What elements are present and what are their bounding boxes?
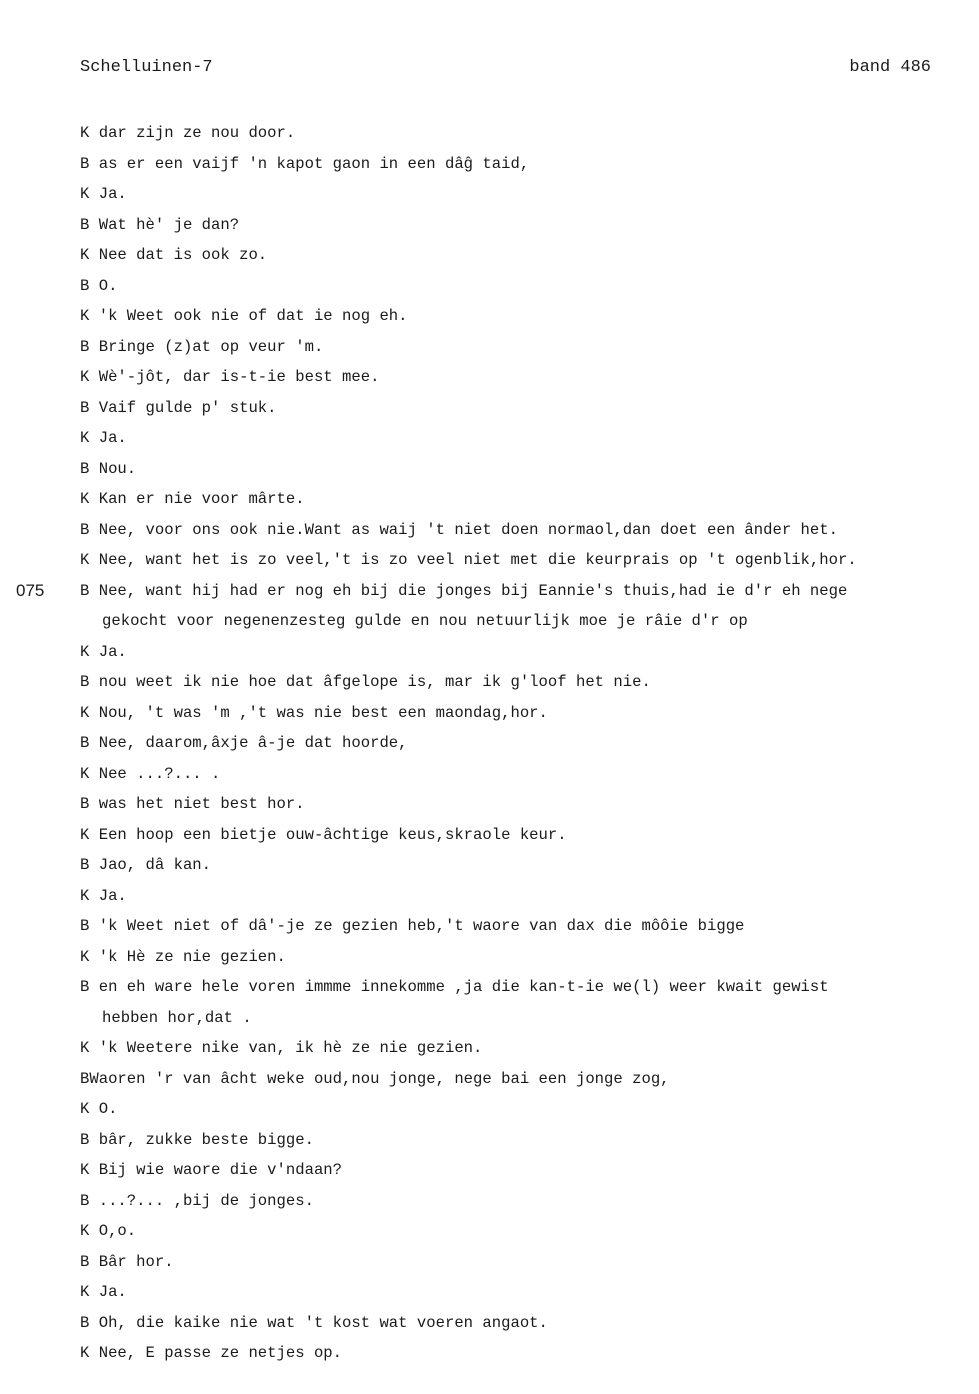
utterance-text: O. [98, 276, 118, 295]
dialogue-line [80, 1155, 960, 1186]
dialogue-line [80, 515, 960, 546]
speaker-label: B [80, 398, 90, 417]
dialogue-line [80, 820, 960, 851]
dialogue-line [80, 271, 960, 302]
utterance-text: Nee ...?... . [98, 764, 221, 783]
utterance-text: Nou, 't was 'm ,'t was nie best een maondag,hor. [98, 703, 548, 722]
speaker-label: K [80, 368, 90, 386]
speaker-label: K [80, 825, 90, 844]
speaker-label: B [80, 459, 90, 478]
dialogue-line [80, 362, 960, 393]
document-title: Schelluinen-7 [80, 58, 213, 77]
utterance-text: Ja. [98, 1283, 127, 1301]
speaker-label: B [80, 520, 90, 539]
dialogue-line [80, 149, 960, 180]
dialogue-line [80, 118, 960, 149]
speaker-label: K [80, 1161, 90, 1179]
speaker-label: B [80, 917, 90, 935]
speaker-label: B [80, 978, 90, 996]
utterance-text: Ja. [98, 185, 127, 203]
utterance-text: Wè'-jôt, dar is-t-ie best mee. [98, 368, 380, 386]
utterance-text: Nee, voor ons ook nie.Want as waij 't niet doen normaol,dan doet een ânder het. [98, 520, 838, 539]
utterance-text: Waoren 'r van âcht weke oud,nou jonge, nege bai een jonge zog, [89, 1069, 670, 1088]
dialogue-line [80, 637, 960, 668]
utterance-text: Ja. [98, 429, 127, 447]
speaker-label: B [80, 276, 90, 295]
speaker-label: K [80, 1344, 90, 1362]
dialogue-line [80, 179, 960, 210]
utterance-text: Nee, E passe ze netjes op. [98, 1344, 343, 1362]
speaker-label: B [80, 1191, 90, 1210]
dialogue-line [80, 301, 960, 332]
speaker-label: B [80, 1313, 90, 1332]
dialogue-line [80, 972, 960, 1003]
utterance-text: 'k Weet ook nie of dat ie nog eh. [98, 307, 408, 325]
dialogue-line [80, 942, 960, 973]
speaker-label: B [80, 1069, 90, 1088]
speaker-label: K [80, 429, 90, 447]
utterance-text: Nou. [98, 459, 137, 478]
dialogue-line [80, 1277, 960, 1308]
dialogue-line [80, 1125, 960, 1156]
speaker-label: B [80, 734, 90, 752]
utterance-text: Nee, daarom,âxje â-je dat hoorde, [98, 734, 408, 752]
dialogue-line [80, 1033, 960, 1064]
dialogue-continuation [80, 606, 960, 637]
utterance-text: Ja. [98, 886, 127, 905]
speaker-label: B [80, 581, 90, 600]
speaker-label: B [80, 856, 90, 874]
utterance-text: Bij wie waore die v'ndaan? [98, 1161, 343, 1179]
speaker-label: K [80, 947, 90, 966]
utterance-text: Oh, die kaike nie wat 't kost wat voeren angaot. [98, 1313, 548, 1332]
speaker-label: B [80, 1252, 90, 1271]
utterance-text: as er een vaijf 'n kapot gaon in een dâĝ taid, [98, 154, 530, 173]
dialogue-line [80, 240, 960, 271]
dialogue-line [80, 667, 960, 698]
dialogue-line [80, 393, 960, 424]
dialogue-line [80, 1216, 960, 1247]
utterance-text: Bâr hor. [98, 1252, 174, 1271]
dialogue-lines [16, 118, 960, 1369]
dialogue-line [80, 545, 960, 576]
margin-counter: 075 [16, 580, 45, 600]
utterance-text: Ja. [98, 642, 127, 661]
dialogue-line [80, 1338, 960, 1369]
utterance-text: nou weet ik nie hoe dat âfgelope is, mar ik g'loof het nie. [98, 673, 651, 691]
utterance-text: Een hoop een bietje ouw-âchtige keus,skraole keur. [98, 825, 567, 844]
dialogue-line [80, 484, 960, 515]
speaker-label: B [80, 1130, 90, 1149]
dialogue-line [80, 911, 960, 942]
utterance-text: hebben hor,dat . [102, 1008, 252, 1027]
speaker-label: K [80, 246, 90, 264]
speaker-label: K [80, 886, 90, 905]
utterance-text: Vaif gulde p' stuk. [98, 398, 277, 417]
speaker-label: K [80, 490, 90, 508]
utterance-text: Nee dat is ook zo. [98, 246, 268, 264]
dialogue-line [80, 1186, 960, 1217]
speaker-label: B [80, 673, 90, 691]
utterance-text: en eh ware hele voren immme innekomme ,ja die kan-t-ie we(l) weer kwait gewist [98, 978, 829, 996]
speaker-label: K [80, 1283, 90, 1301]
dialogue-line [80, 1308, 960, 1339]
speaker-label: B [80, 795, 90, 813]
dialogue-line [80, 1247, 960, 1278]
dialogue-line [80, 850, 960, 881]
utterance-text: Wat hè' je dan? [98, 215, 240, 234]
dialogue-line [80, 210, 960, 241]
dialogue-line [16, 576, 960, 607]
speaker-label: K [80, 764, 90, 783]
speaker-label: K [80, 642, 90, 661]
dialogue-line [80, 1064, 960, 1095]
utterance-text: 'k Hè ze nie gezien. [98, 947, 286, 966]
dialogue-line [80, 789, 960, 820]
tape-number: band 486 [849, 58, 931, 77]
utterance-text: O. [98, 1100, 118, 1118]
utterance-text: bâr, zukke beste bigge. [98, 1130, 314, 1149]
utterance-text: 'k Weetere nike van, ik hè ze nie gezien. [98, 1039, 483, 1057]
dialogue-line [80, 881, 960, 912]
utterance-text: Kan er nie voor mârte. [98, 490, 305, 508]
dialogue-line [80, 1094, 960, 1125]
dialogue-line [80, 759, 960, 790]
utterance-text: was het niet best hor. [98, 795, 305, 813]
utterance-text: Jao, dâ kan. [98, 856, 212, 874]
speaker-label: K [80, 703, 90, 722]
utterance-text: Bringe (z)at op veur 'm. [98, 337, 324, 356]
utterance-text: dar zijn ze nou door. [98, 124, 296, 142]
speaker-label: B [80, 215, 90, 234]
utterance-text: Nee, want het is zo veel,'t is zo veel niet met die keurprais op 't ogenblik,hor. [98, 551, 857, 569]
speaker-label: K [80, 551, 90, 569]
speaker-label: K [80, 1100, 90, 1118]
speaker-label: K [80, 185, 90, 203]
speaker-label: K [80, 1222, 90, 1240]
dialogue-line [80, 332, 960, 363]
utterance-text: Nee, want hij had er nog eh bij die jonges bij Eannie's thuis,had ie d'r eh nege [98, 581, 848, 600]
speaker-label: K [80, 307, 90, 325]
speaker-label: K [80, 1039, 90, 1057]
utterance-text: O,o. [98, 1222, 137, 1240]
dialogue-line [80, 698, 960, 729]
utterance-text: gekocht voor negenenzesteg gulde en nou netuurlijk moe je râie d'r op [102, 612, 748, 630]
speaker-label: B [80, 337, 90, 356]
utterance-text: 'k Weet niet of dâ'-je ze gezien heb,'t waore van dax die môôie bigge [98, 917, 745, 935]
dialogue-continuation [80, 1003, 960, 1034]
speaker-label: B [80, 154, 90, 173]
dialogue-line [80, 423, 960, 454]
utterance-text: ...?... ,bij de jonges. [98, 1191, 314, 1210]
dialogue-line [80, 454, 960, 485]
speaker-label: K [80, 124, 90, 142]
dialogue-line [80, 728, 960, 759]
